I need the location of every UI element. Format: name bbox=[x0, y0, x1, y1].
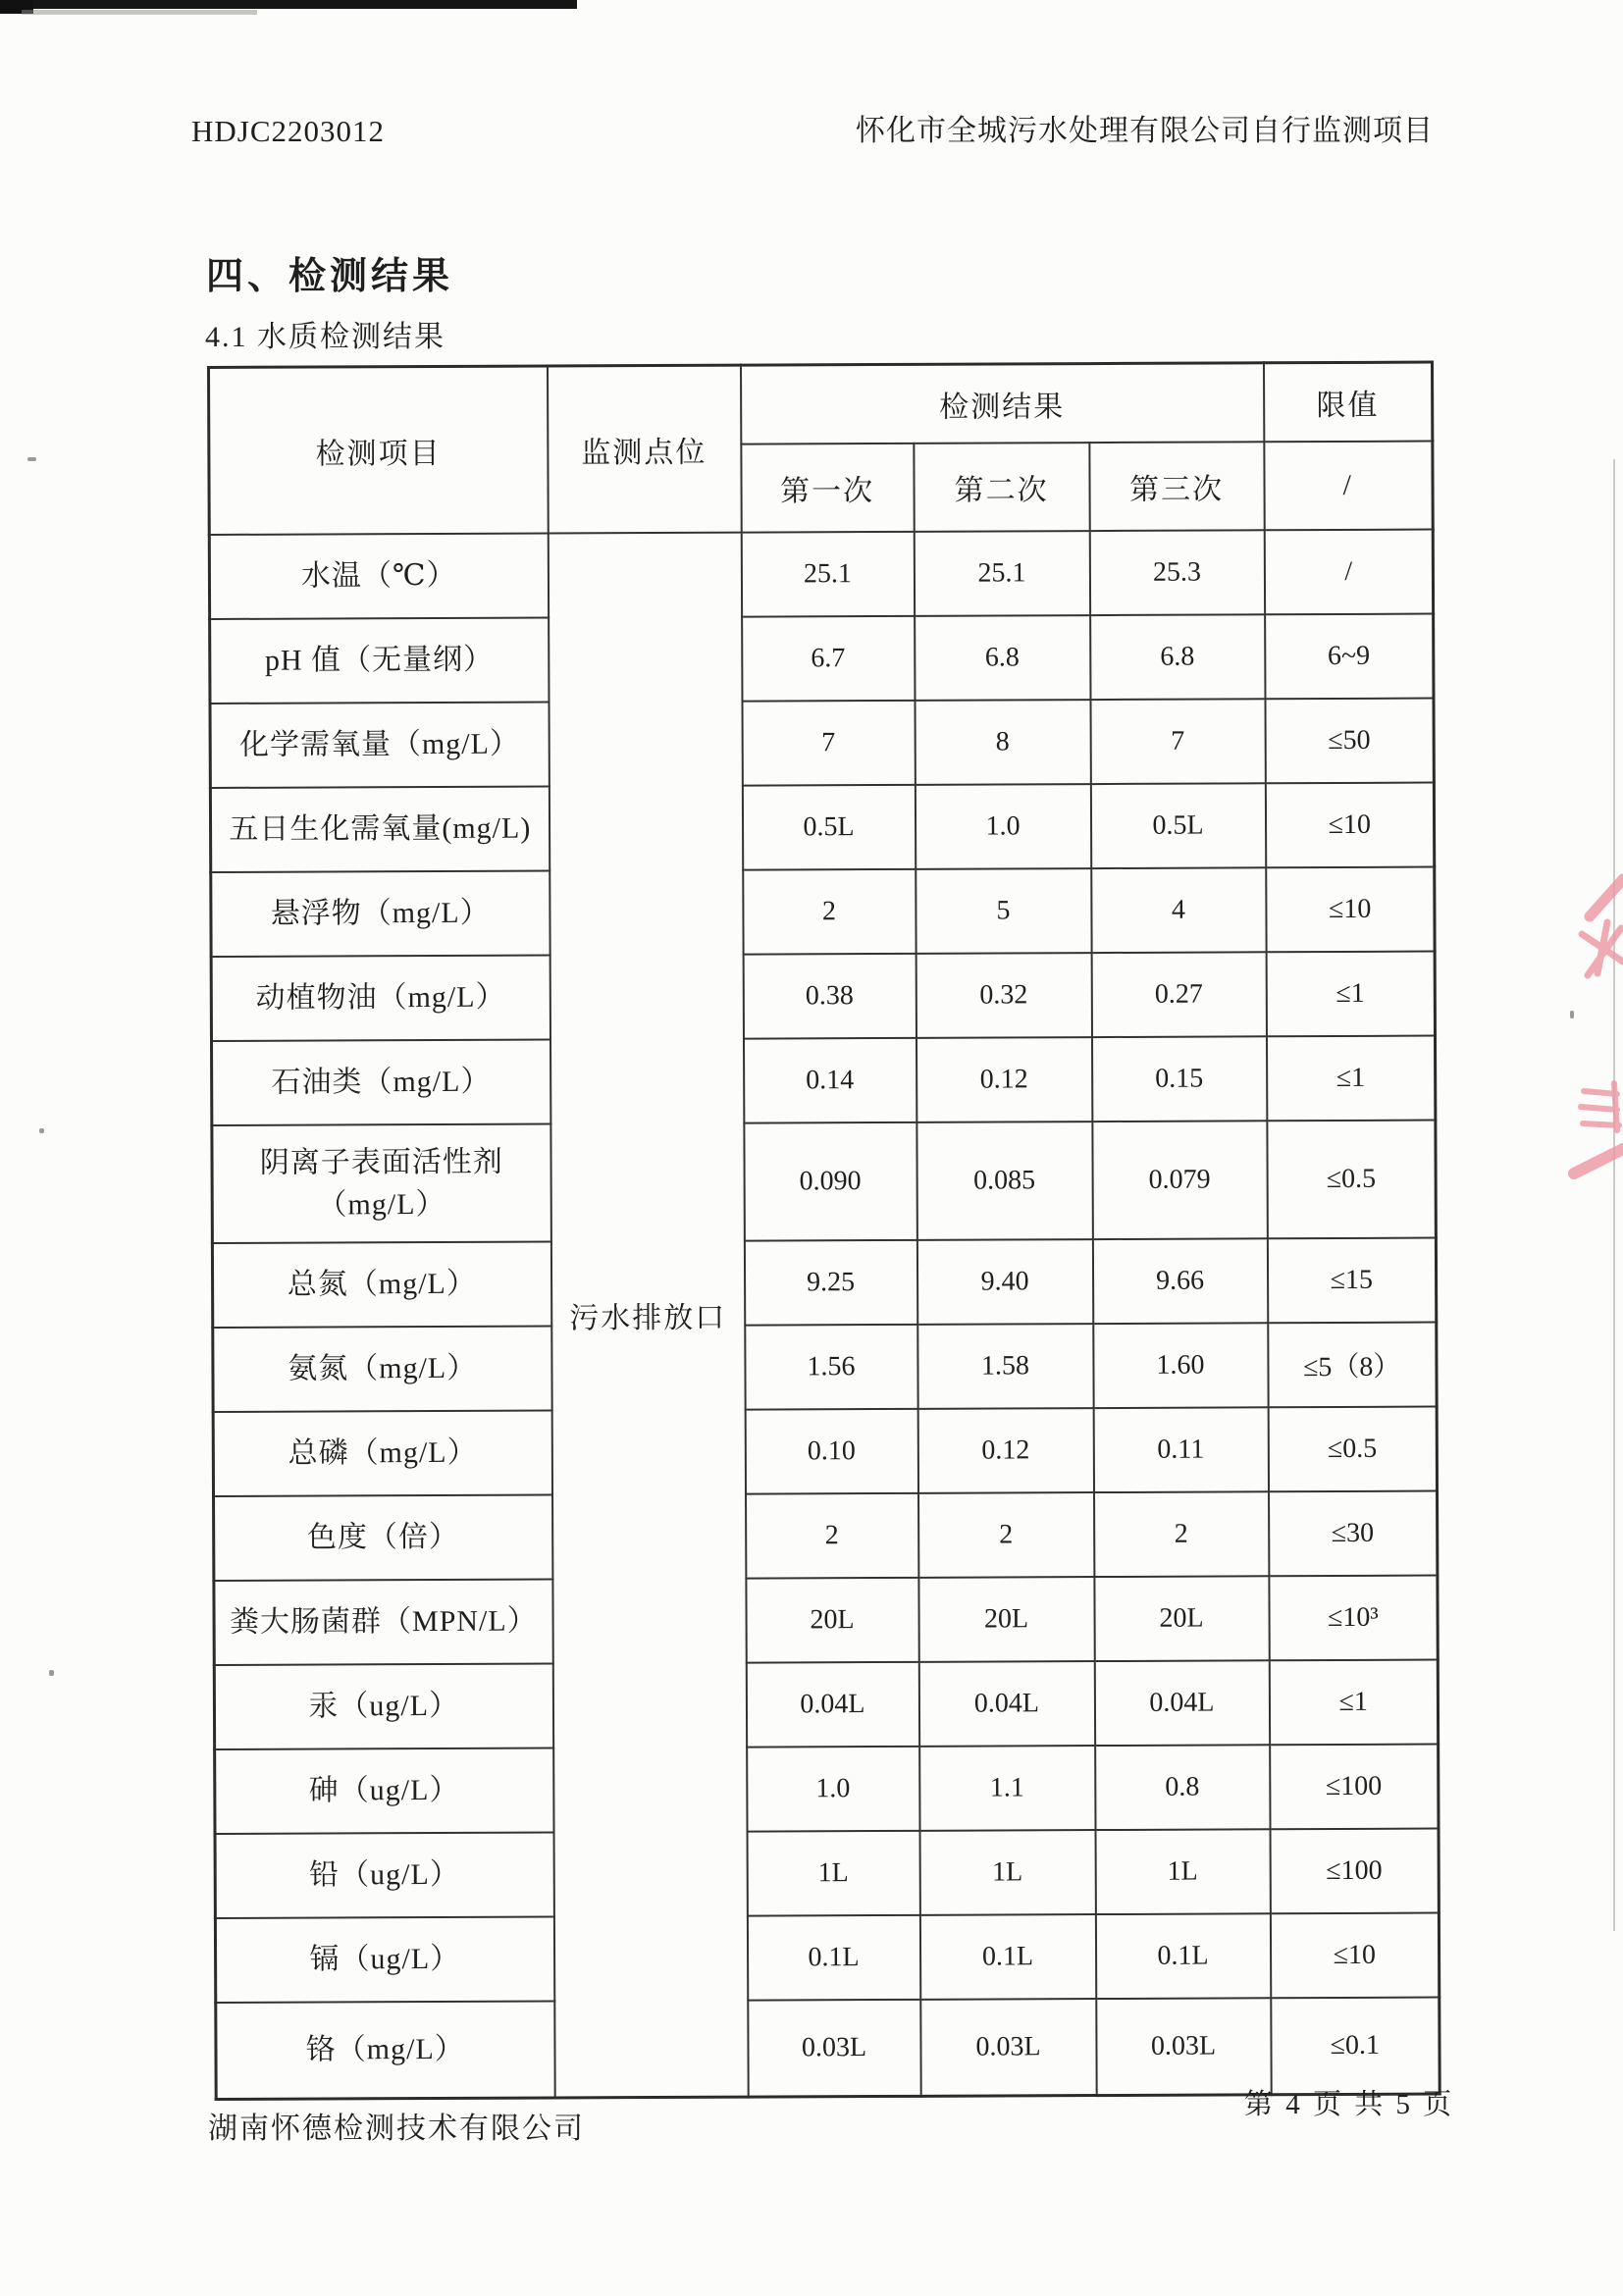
row-value-first-cell: 0.38 bbox=[743, 954, 916, 1039]
row-value-second-cell: 6.8 bbox=[915, 615, 1090, 701]
red-stamp-fragment bbox=[1566, 863, 1623, 1187]
row-item-cell: 水温（℃） bbox=[209, 533, 548, 619]
row-item-cell: 阴离子表面活性剂 （mg/L） bbox=[212, 1123, 551, 1243]
row-limit-cell: ≤50 bbox=[1265, 699, 1434, 784]
table-row bbox=[215, 1913, 1439, 2003]
row-item-cell: pH 值（无量纲） bbox=[210, 617, 549, 704]
row-value-third-cell: 7 bbox=[1090, 699, 1265, 784]
row-value-second-cell: 0.12 bbox=[917, 1408, 1093, 1493]
row-limit-cell: ≤10 bbox=[1266, 867, 1435, 953]
row-limit-cell: ≤0.5 bbox=[1267, 1121, 1437, 1239]
row-value-third-cell: 9.66 bbox=[1092, 1238, 1267, 1324]
row-item-cell: 铅（ug/L） bbox=[215, 1832, 553, 1918]
col-header-third: 第三次 bbox=[1089, 442, 1264, 531]
row-value-third-cell: 0.27 bbox=[1091, 952, 1266, 1037]
row-value-second-cell: 0.32 bbox=[916, 953, 1091, 1038]
table-row bbox=[212, 1238, 1436, 1328]
row-value-second-cell: 2 bbox=[918, 1492, 1094, 1578]
subsection-title: 4.1 水质检测结果 bbox=[205, 321, 445, 353]
row-limit-cell: ≤10 bbox=[1270, 1913, 1439, 1999]
row-value-first-cell: 1L bbox=[747, 1831, 919, 1916]
row-limit-cell: ≤1 bbox=[1266, 1036, 1435, 1122]
table-row bbox=[211, 867, 1435, 957]
row-value-third-cell: 0.5L bbox=[1090, 783, 1265, 868]
row-limit-cell: ≤0.5 bbox=[1268, 1407, 1437, 1492]
row-value-first-cell: 0.14 bbox=[743, 1038, 916, 1123]
row-limit-cell: ≤10 bbox=[1265, 783, 1434, 868]
water-quality-results-table bbox=[207, 361, 1441, 2101]
col-header-item: 检测项目 bbox=[209, 366, 549, 535]
row-limit-cell: ≤15 bbox=[1267, 1238, 1436, 1324]
row-item-cell: 镉（ug/L） bbox=[215, 1916, 553, 2003]
monitoring-point-cell: 污水排放口 bbox=[548, 533, 748, 2098]
row-value-second-cell: 20L bbox=[918, 1577, 1094, 1662]
row-value-second-cell: 1.0 bbox=[915, 784, 1090, 869]
row-value-first-cell: 0.04L bbox=[746, 1662, 918, 1748]
row-value-first-cell: 0.1L bbox=[747, 1915, 919, 2001]
row-value-first-cell: 1.56 bbox=[745, 1325, 917, 1410]
scan-artifact-speck bbox=[39, 1128, 44, 1133]
table-row bbox=[214, 1576, 1438, 1665]
row-limit-cell: ≤100 bbox=[1270, 1829, 1439, 1914]
table-row bbox=[212, 1121, 1437, 1243]
table-row bbox=[214, 1491, 1438, 1581]
row-limit-cell: ≤1 bbox=[1266, 952, 1435, 1037]
header-project-title: 怀化市全城污水处理有限公司自行监测项目 bbox=[856, 115, 1434, 147]
row-limit-cell: ≤5（8） bbox=[1268, 1323, 1437, 1408]
row-value-first-cell: 20L bbox=[746, 1578, 918, 1663]
row-value-third-cell: 2 bbox=[1094, 1491, 1269, 1577]
row-item-cell: 色度（倍） bbox=[214, 1494, 552, 1581]
row-limit-cell: ≤1 bbox=[1269, 1660, 1438, 1746]
row-value-third-cell: 1L bbox=[1095, 1829, 1270, 1914]
col-header-limit-slash: / bbox=[1264, 442, 1433, 531]
row-value-first-cell: 0.03L bbox=[748, 2000, 920, 2097]
row-limit-cell: ≤100 bbox=[1270, 1745, 1439, 1830]
scan-artifact-smudge bbox=[22, 10, 257, 15]
row-value-second-cell: 1L bbox=[919, 1830, 1095, 1915]
row-value-second-cell: 0.12 bbox=[916, 1037, 1091, 1122]
row-value-first-cell: 2 bbox=[746, 1493, 918, 1579]
row-limit-cell: / bbox=[1264, 530, 1433, 615]
row-item-cell: 汞（ug/L） bbox=[214, 1663, 552, 1749]
row-limit-cell: ≤0.1 bbox=[1271, 1998, 1440, 2095]
row-value-second-cell: 5 bbox=[916, 868, 1091, 954]
row-value-first-cell: 25.1 bbox=[741, 532, 914, 617]
table-row bbox=[212, 1036, 1436, 1125]
col-header-point: 监测点位 bbox=[548, 365, 742, 533]
row-limit-cell: ≤30 bbox=[1269, 1491, 1438, 1577]
row-item-cell: 动植物油（mg/L） bbox=[211, 955, 550, 1041]
scan-artifact-page-edge-line bbox=[1613, 459, 1615, 1931]
row-item-cell: 氨氮（mg/L） bbox=[213, 1326, 551, 1412]
col-header-first: 第一次 bbox=[741, 444, 914, 533]
row-value-second-cell: 9.40 bbox=[916, 1239, 1092, 1325]
row-value-second-cell: 0.1L bbox=[919, 1914, 1095, 2000]
table-row bbox=[209, 530, 1433, 619]
col-header-limit: 限值 bbox=[1263, 362, 1432, 442]
report-number: HDJC2203012 bbox=[191, 114, 386, 148]
row-value-first-cell: 7 bbox=[742, 701, 915, 786]
row-value-third-cell: 20L bbox=[1094, 1576, 1269, 1661]
scan-artifact-speck bbox=[49, 1670, 54, 1676]
row-value-third-cell: 6.8 bbox=[1090, 614, 1265, 700]
row-item-cell: 总氮（mg/L） bbox=[212, 1241, 550, 1328]
table-row bbox=[213, 1323, 1437, 1412]
row-value-second-cell: 0.085 bbox=[916, 1122, 1093, 1240]
row-value-first-cell: 0.5L bbox=[742, 785, 915, 870]
row-value-third-cell: 4 bbox=[1091, 867, 1266, 953]
table-row bbox=[211, 952, 1435, 1041]
row-value-second-cell: 0.04L bbox=[918, 1661, 1094, 1747]
row-value-first-cell: 1.0 bbox=[747, 1747, 919, 1832]
row-value-first-cell: 0.090 bbox=[744, 1122, 917, 1241]
row-value-third-cell: 0.11 bbox=[1093, 1407, 1268, 1492]
footer-page-number: 第 4 页 共 5 页 bbox=[1244, 2089, 1455, 2120]
results-tbody bbox=[209, 530, 1440, 2100]
col-header-second: 第二次 bbox=[914, 443, 1089, 532]
col-header-result: 检测结果 bbox=[741, 363, 1264, 444]
row-value-second-cell: 1.58 bbox=[917, 1324, 1093, 1409]
row-value-second-cell: 0.03L bbox=[920, 1999, 1096, 2096]
row-value-third-cell: 0.8 bbox=[1095, 1745, 1270, 1830]
row-limit-cell: ≤10³ bbox=[1269, 1576, 1438, 1661]
row-item-cell: 悬浮物（mg/L） bbox=[211, 870, 550, 957]
table-row bbox=[214, 1660, 1438, 1749]
row-item-cell: 粪大肠菌群（MPN/L） bbox=[214, 1579, 552, 1665]
row-value-first-cell: 9.25 bbox=[744, 1240, 916, 1326]
row-value-second-cell: 8 bbox=[915, 700, 1090, 785]
row-item-cell: 五日生化需氧量(mg/L) bbox=[210, 786, 549, 872]
table-row bbox=[215, 1745, 1439, 1834]
row-value-third-cell: 0.15 bbox=[1091, 1036, 1266, 1122]
row-value-second-cell: 1.1 bbox=[919, 1746, 1095, 1831]
row-value-second-cell: 25.1 bbox=[914, 531, 1089, 616]
row-value-third-cell: 0.04L bbox=[1094, 1660, 1269, 1746]
row-value-third-cell: 25.3 bbox=[1089, 530, 1264, 615]
scan-artifact-speck bbox=[27, 457, 36, 461]
row-value-third-cell: 0.079 bbox=[1092, 1121, 1268, 1239]
scan-artifact-top-edge bbox=[0, 0, 577, 9]
table-row bbox=[213, 1407, 1437, 1496]
row-item-cell: 石油类（mg/L） bbox=[212, 1039, 550, 1125]
row-value-first-cell: 0.10 bbox=[745, 1409, 917, 1494]
table-header-row-1 bbox=[209, 362, 1433, 446]
table-row bbox=[215, 1829, 1439, 1918]
row-value-third-cell: 0.03L bbox=[1096, 1998, 1271, 2095]
row-item-cell: 总磷（mg/L） bbox=[213, 1410, 551, 1496]
row-item-cell: 砷（ug/L） bbox=[215, 1748, 553, 1834]
row-limit-cell: 6~9 bbox=[1265, 614, 1434, 700]
table-row bbox=[210, 783, 1434, 872]
row-value-first-cell: 2 bbox=[743, 869, 916, 955]
footer-company-name: 湖南怀德检测技术有限公司 bbox=[208, 2113, 585, 2145]
row-value-first-cell: 6.7 bbox=[742, 616, 915, 702]
table-row bbox=[210, 614, 1434, 704]
row-value-third-cell: 1.60 bbox=[1093, 1323, 1268, 1408]
row-value-third-cell: 0.1L bbox=[1095, 1913, 1270, 1999]
table-row bbox=[210, 699, 1434, 788]
section-title: 四、检测结果 bbox=[206, 256, 454, 297]
row-item-cell: 铬（mg/L） bbox=[216, 2001, 554, 2099]
row-item-cell: 化学需氧量（mg/L） bbox=[210, 702, 549, 788]
